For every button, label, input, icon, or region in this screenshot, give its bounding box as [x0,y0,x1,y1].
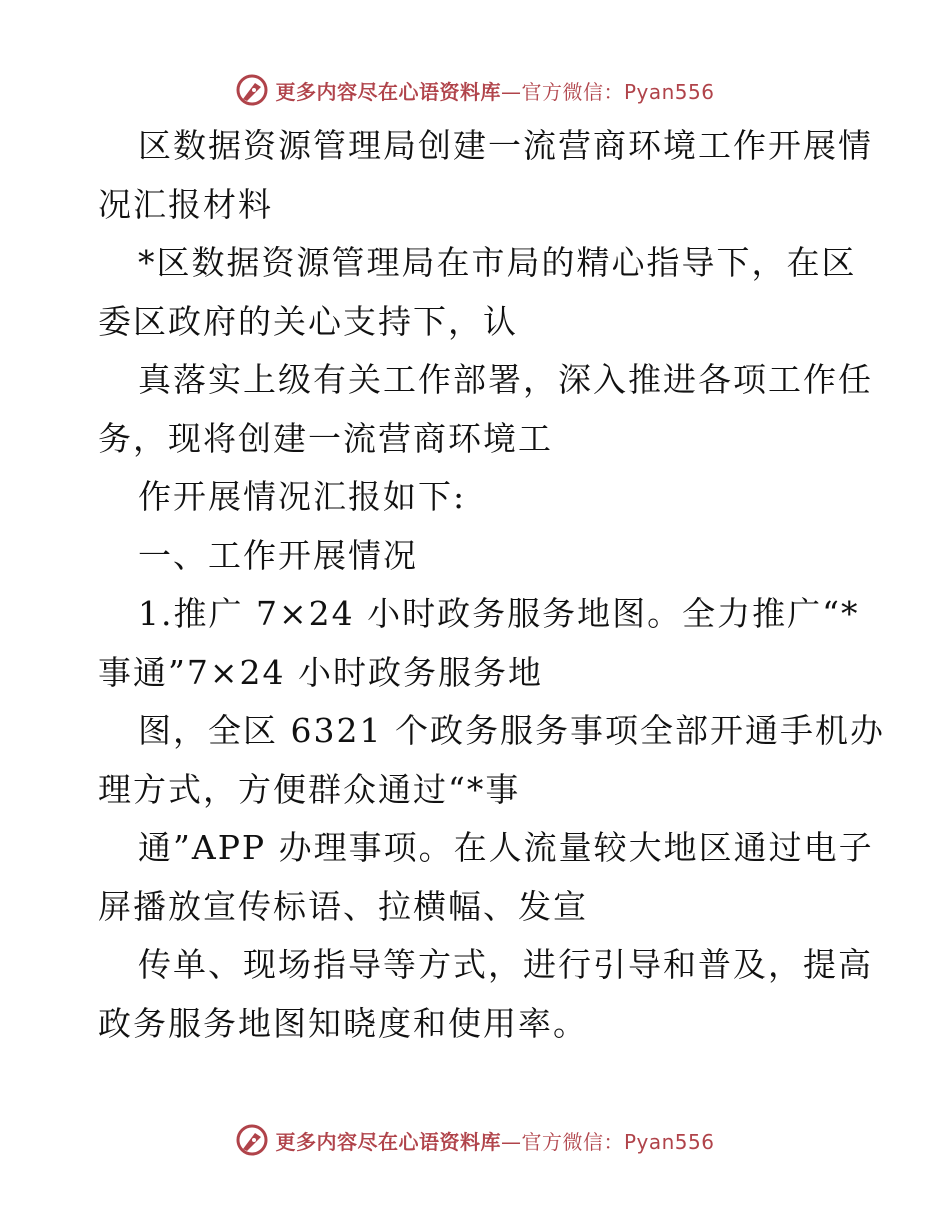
header-banner-main: 更多内容尽在心语资料库 [275,79,501,104]
doc-line: 1.推广 7×24 小时政务服务地图。全力推广“* [138,594,860,633]
doc-line: 图，全区 6321 个政务服务事项全部开通手机办 [138,711,885,750]
doc-line: 委区政府的关心支持下，认 [98,301,518,341]
section-heading: 一、工作开展情况 [138,535,418,575]
doc-line: 务，现将创建一流营商环境工 [98,418,553,458]
doc-line: 传单、现场指导等方式，进行引导和普及，提高 [138,945,873,984]
doc-line: *区数据资源管理局在市局的精心指导下，在区 [138,243,857,282]
footer-banner-dash: — [500,1129,522,1154]
doc-line: 屏播放宣传标语、拉横幅、发宣 [98,886,588,926]
doc-line: 通”APP 办理事项。在人流量较大地区通过电子 [138,828,874,867]
doc-line: 作开展情况汇报如下: [138,477,467,516]
doc-title-line-2: 况汇报材料 [98,184,273,224]
footer-banner-sub: 官方微信：Pyan556 [521,1129,715,1154]
footer-banner-main: 更多内容尽在心语资料库 [275,1129,501,1154]
document-body [98,117,885,1053]
header-banner-text [275,76,714,105]
pen-nib-logo-icon [235,73,269,107]
header-banner-dash: — [500,79,522,104]
doc-line: 理方式，方便群众通过“*事 [98,769,521,809]
footer-banner [0,1120,950,1160]
doc-line: 政务服务地图知晓度和使用率。 [98,1003,588,1043]
footer-banner-text [275,1126,714,1155]
header-banner [0,70,950,110]
pen-nib-logo-icon [235,1123,269,1157]
doc-line: 事通”7×24 小时政务服务地 [98,652,543,692]
doc-line: 真落实上级有关工作部署，深入推进各项工作任 [138,360,873,399]
doc-title-line-1: 区数据资源管理局创建一流营商环境工作开展情 [138,126,873,165]
header-banner-sub: 官方微信：Pyan556 [521,79,715,104]
